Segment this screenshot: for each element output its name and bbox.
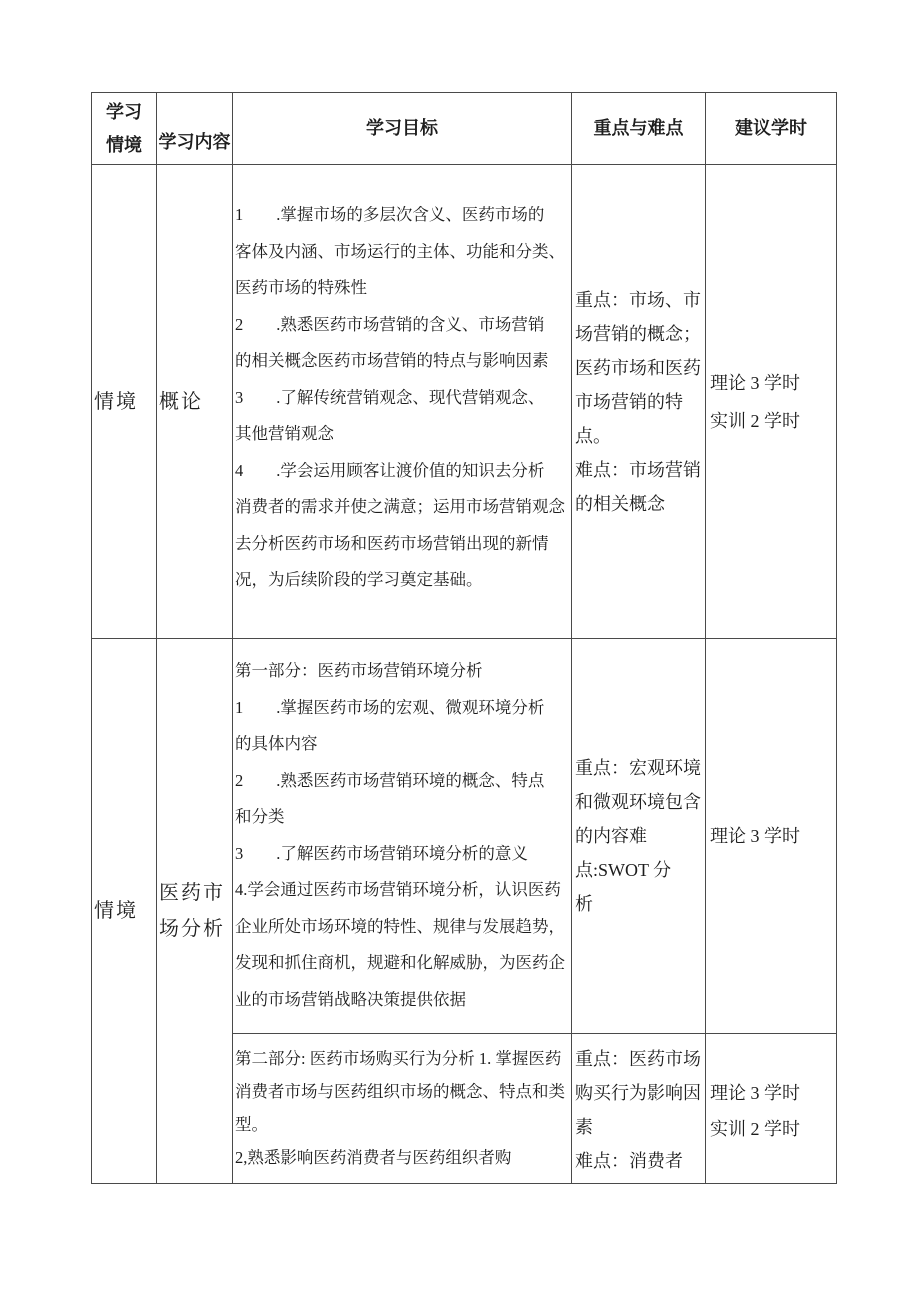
text-line: 场分析 [159,918,225,940]
text-line: 重点：市场、市 [575,289,701,310]
text-line: 重点：医药市场 [575,1049,701,1069]
text-line: 去分析医药市场和医药市场营销出现的新情 [235,533,549,553]
text-line: 实训 2 学时 [710,1119,800,1139]
text-line: 4.学会通过医药市场营销环境分析，认识医药 [235,880,561,899]
text-line: 2,熟悉影响医药消费者与医药组织者购 [235,1148,512,1167]
text-line: 购买行为影响因 [575,1083,701,1103]
text-line: 医药市场和医药 [575,357,701,378]
cell-situation-market-analysis: 情境 [92,639,157,1184]
cell-points-environment-analysis [572,639,706,1034]
text-line: 发现和抓住商机，规避和化解威胁，为医药企 [235,953,565,972]
text-line: 和分类 [235,807,285,826]
text-line: 难点：消费者 [575,1151,683,1171]
text-line: 市场营销的特 [575,391,683,412]
text-line: 2 .熟悉医药市场营销环境的概念、特点 [235,770,545,790]
text-line: 1 .掌握医药市场的宏观、微观环境分析 [235,697,545,717]
cell-objectives-environment-analysis [233,639,572,1034]
cell-points-overview [572,165,706,639]
text-line: 的内容难 [575,826,647,846]
text-line: 理论 3 学时 [710,826,800,846]
cell-objectives-overview [233,165,572,639]
text-line: 1 .掌握市场的多层次含义、医药市场的 [235,205,545,224]
text-line: 实训 2 学时 [710,410,800,431]
text-line: 重点：宏观环境 [575,758,701,778]
text-line: 析 [575,894,593,914]
cell-content-market-analysis [157,639,233,1184]
cell-hours-environment-analysis [706,639,837,1034]
text-line: 消费者市场与医药组织市场的概念、特点和类 [235,1082,565,1101]
text-line: 的相关概念医药市场营销的特点与影响因素 [235,351,549,370]
text-line: 医药市场的特殊性 [235,278,367,297]
text-line: 难点：市场营销 [575,459,701,480]
text-line: 2 .熟悉医药市场营销的含义、市场营销 [235,314,545,334]
text-line: 4 .学会运用顾客让渡价值的知识去分析 [235,460,545,480]
header-row [92,93,837,165]
cell-situation-overview: 情境 [92,165,157,639]
header-suggested-hours: 建议学时 [706,93,837,165]
text-line: 第一部分：医药市场营销环境分析 [235,661,483,680]
row-overview [92,165,837,639]
text-line: 况，为后续阶段的学习奠定基础。 [235,570,483,589]
text-line: 型。 [235,1115,268,1134]
text-line: 和微观环境包含 [575,792,701,812]
text-line: 点:SWOT 分 [575,860,672,880]
text-line: 业的市场营销战略决策提供依据 [235,989,466,1009]
text-line: 3 .了解医药市场营销环境分析的意义 [235,843,528,863]
text-line: 客体及内涵、市场运行的主体、功能和分类、 [235,241,565,261]
text-line: 消费者的需求并使之满意；运用市场营销观念 [235,497,565,516]
text-line: 的具体内容 [235,734,318,753]
header-key-points: 重点与难点 [572,93,706,165]
cell-hours-buying-behavior [706,1034,837,1184]
text-line: 的相关概念 [575,493,665,514]
cell-objectives-buying-behavior [233,1034,572,1184]
text-line: 点。 [575,425,611,446]
text-line: 素 [575,1117,593,1137]
text-line: 医药市 [159,882,225,904]
row-market-analysis-part1 [92,639,837,1034]
text-line: 学习 [106,101,142,122]
text-line: 其他营销观念 [235,424,334,443]
text-line: 理论 3 学时 [710,1083,800,1103]
header-learning-situation [92,93,157,165]
text-line: 企业所处市场环境的特性、规律与发展趋势， [235,916,565,936]
cell-hours-overview [706,165,837,639]
course-schedule-table [91,92,837,1184]
cell-content-overview: 概论 [157,165,233,639]
text-line: 场营销的概念； [575,323,701,344]
text-line: 情境 [106,134,142,155]
text-line: 理论 3 学时 [710,372,800,393]
cell-points-buying-behavior [572,1034,706,1184]
text-line: 第二部分: 医药市场购买行为分析 1. 掌握医药 [235,1049,562,1068]
header-learning-content: 学习内容 [157,93,233,165]
header-learning-objectives: 学习目标 [233,93,572,165]
text-line: 3 .了解传统营销观念、现代营销观念、 [235,387,545,407]
